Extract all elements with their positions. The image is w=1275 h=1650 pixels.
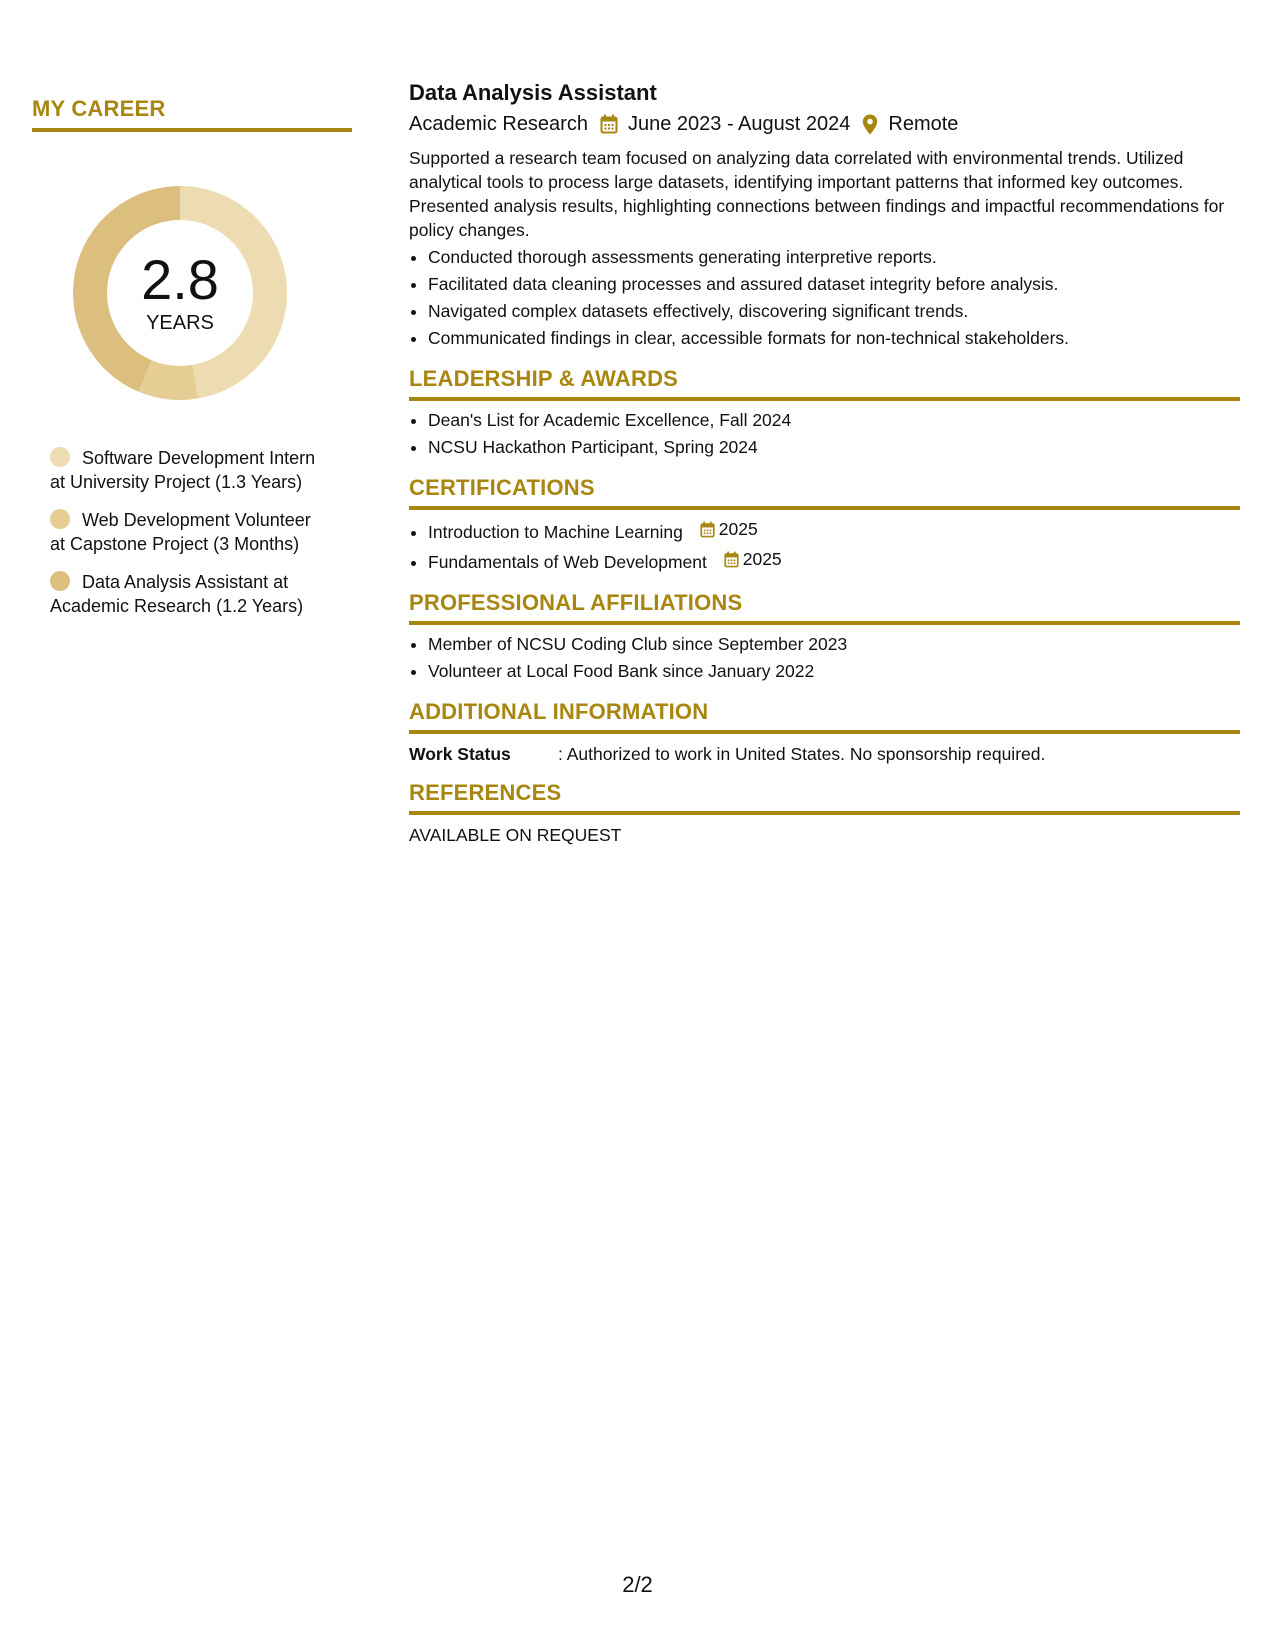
career-donut-chart [65,178,295,408]
list-item [428,546,1240,576]
donut-center [65,178,295,408]
cert-name: Introduction to Machine Learning [428,522,683,542]
leadership-heading: LEADERSHIP & AWARDS [409,366,1240,401]
job-description: Supported a research team focused on analyzing data correlated with environmental trends. Utilized analytical tools to process large datasets, identifying important patterns that informed key outcomes. Presented analysis results, highlighting connections between findings and impactful recommendations for policy changes. [409,148,1225,240]
job-location: Remote [888,113,959,135]
job-bullet: • Conducted thorough assessments generating interpretive reports. [428,244,1240,271]
company-name: Academic Research [409,113,588,135]
job-bullets [409,244,1240,352]
legend-item [50,446,330,494]
legend-item [50,570,330,618]
job-meta [409,110,1240,138]
career-section [32,96,352,632]
calendar-icon [700,521,715,538]
references-heading: REFERENCES [409,780,1240,815]
job-bullet: • Navigated complex datasets effectively, discovering significant trends. [428,298,1240,325]
affiliations-section [409,590,1240,685]
calendar-icon [724,551,739,568]
additional-heading: ADDITIONAL INFORMATION [409,699,1240,734]
list-item: • Member of NCSU Coding Club since September 2023 [428,631,1240,658]
cert-year-text: 2025 [742,549,782,569]
certifications-section [409,475,1240,576]
career-heading: MY CAREER [32,96,352,132]
total-years-unit: YEARS [146,311,214,334]
additional-section [409,699,1240,766]
job-bullet: • Communicated findings in clear, accessible formats for non-technical stakeholders. [428,325,1240,352]
work-status-row [409,742,1240,766]
list-item: • NCSU Hackathon Participant, Spring 2024 [428,434,1240,461]
cert-name: Fundamentals of Web Development [428,552,707,572]
total-years-value: 2.8 [141,247,219,311]
leadership-section [409,366,1240,461]
job-dates: June 2023 - August 2024 [627,113,851,135]
leadership-list [409,407,1240,461]
cert-year-text: 2025 [718,519,758,539]
work-status-label: Work Status [409,744,511,764]
certifications-list [409,516,1240,576]
references-section [409,780,1240,846]
list-item: • Volunteer at Local Food Bank since January 2022 [428,658,1240,685]
legend-label: Web Development Volunteer at Capstone Project (3 Months) [50,510,311,554]
cert-year [700,516,758,543]
legend-dot-icon [50,571,70,591]
affiliations-heading: PROFESSIONAL AFFILIATIONS [409,590,1240,625]
legend-dot-icon [50,447,70,467]
career-legend [50,446,330,618]
legend-label: Data Analysis Assistant at Academic Research (1.2 Years) [50,572,304,616]
legend-item [50,508,330,556]
references-text: AVAILABLE ON REQUEST [409,825,622,845]
job-bullet: • Facilitated data cleaning processes and assured dataset integrity before analysis. [428,271,1240,298]
list-item: • Dean's List for Academic Excellence, Fall 2024 [428,407,1240,434]
experience-entry [409,78,1240,352]
list-item [428,516,1240,546]
certifications-heading: CERTIFICATIONS [409,475,1240,510]
job-title: Data Analysis Assistant [409,80,657,105]
legend-label: Software Development Intern at University Project (1.3 Years) [50,448,316,492]
main-content [409,78,1240,846]
affiliations-list [409,631,1240,685]
cert-year [724,546,782,573]
location-pin-icon [862,114,878,135]
page-number: 2/2 [622,1572,653,1597]
calendar-icon [600,114,618,134]
legend-dot-icon [50,509,70,529]
work-status-value: : Authorized to work in United States. No sponsorship required. [558,744,1046,764]
